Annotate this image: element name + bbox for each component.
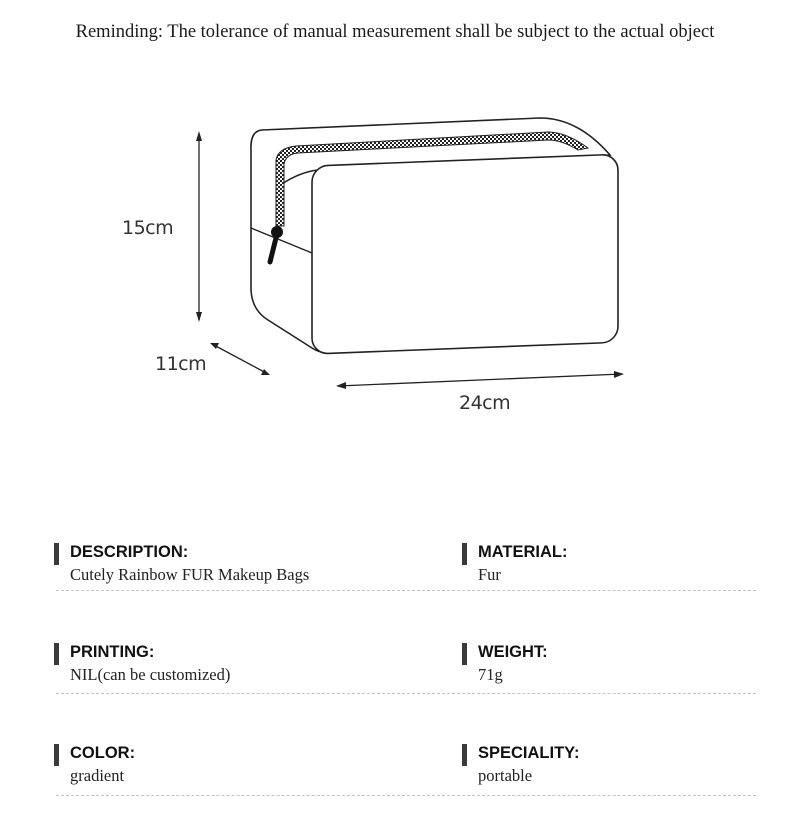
reminder-text: Reminding: The tolerance of manual measurement shall be subject to the actual object <box>75 22 715 42</box>
divider <box>56 795 756 796</box>
spec-value: Cutely Rainbow FUR Makeup Bags <box>70 565 310 584</box>
spec-title: COLOR: <box>70 744 136 762</box>
depth-arrow <box>210 343 270 375</box>
spec-title: MATERIAL: <box>478 543 568 561</box>
spec-value: portable <box>478 766 533 785</box>
spec-title: SPECIALITY: <box>478 744 580 762</box>
spec-value: Fur <box>478 565 501 584</box>
width-arrow <box>336 371 624 389</box>
spec-value: gradient <box>70 766 125 785</box>
height-label: 15cm <box>122 217 174 239</box>
depth-label: 11cm <box>155 353 207 375</box>
spec-marker <box>462 643 467 665</box>
spec-value: 71g <box>478 665 503 684</box>
bag-front-panel <box>312 154 618 354</box>
spec-marker <box>462 543 467 565</box>
spec-marker <box>54 744 59 766</box>
width-label: 24cm <box>459 392 511 414</box>
spec-value: NIL(can be customized) <box>70 665 231 684</box>
divider <box>56 693 756 694</box>
spec-marker <box>462 744 467 766</box>
spec-title: PRINTING: <box>70 643 155 661</box>
spec-title: DESCRIPTION: <box>70 543 189 561</box>
spec-title: WEIGHT: <box>478 643 548 661</box>
spec-marker <box>54 643 59 665</box>
spec-marker <box>54 543 59 565</box>
height-arrow <box>196 131 202 322</box>
divider <box>56 590 756 591</box>
